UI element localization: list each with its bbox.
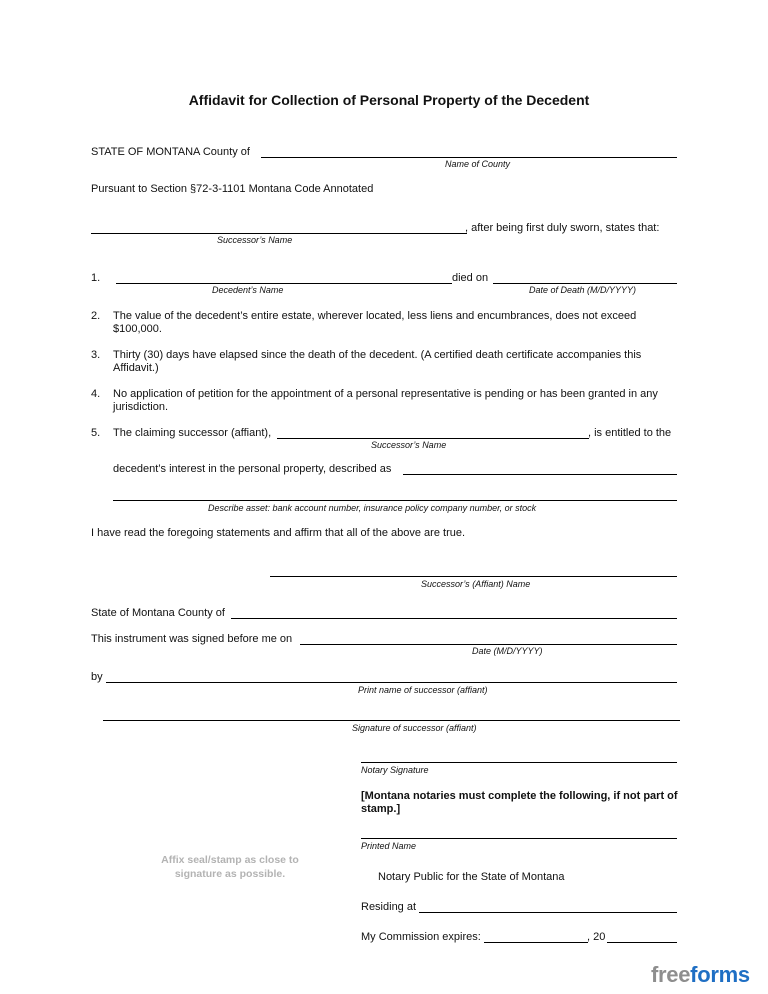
logo-part-free: free	[651, 962, 691, 987]
item-4-line-1: No application of petition for the appointment of a personal representative is pending or has been granted in any	[113, 388, 658, 400]
date-of-death-field[interactable]	[493, 283, 677, 284]
decedent-name-field[interactable]	[116, 283, 452, 284]
successor-name-caption: Successor’s Name	[217, 235, 293, 245]
commission-date-field[interactable]	[484, 942, 588, 943]
county-name-field[interactable]	[261, 157, 677, 158]
notary-county-label: State of Montana County of	[91, 607, 225, 619]
signed-before-label: This instrument was signed before me on	[91, 633, 293, 645]
signed-date-field[interactable]	[300, 644, 677, 645]
notary-county-field[interactable]	[231, 618, 677, 619]
freeforms-logo	[651, 962, 750, 988]
successor-signature-field[interactable]	[103, 720, 680, 721]
pursuant-text: Pursuant to Section §72-3-1101 Montana Code Annotated	[91, 183, 374, 195]
item-2-number: 2.	[91, 310, 101, 322]
decedent-name-caption: Decedent’s Name	[212, 285, 284, 295]
print-name-field[interactable]	[106, 682, 677, 683]
property-description-field[interactable]	[403, 474, 677, 475]
residing-at-field[interactable]	[419, 912, 677, 913]
date-of-death-caption: Date of Death (M/D/YYYY)	[529, 285, 637, 295]
item-3-line-2: Affidavit.)	[113, 362, 159, 374]
county-name-caption: Name of County	[445, 159, 511, 169]
notary-public-label: Notary Public for the State of Montana	[378, 871, 565, 883]
claiming-successor-caption: Successor’s Name	[371, 440, 447, 450]
claiming-successor-field[interactable]	[277, 438, 589, 439]
notary-instruction-line-2: stamp.]	[361, 803, 401, 815]
notary-signature-caption: Notary Signature	[361, 765, 429, 775]
commission-year-field[interactable]	[607, 942, 677, 943]
notary-signature-field[interactable]	[361, 762, 677, 763]
item-2-line-2: $100,000.	[113, 323, 162, 335]
state-county-label: STATE OF MONTANA County of	[91, 146, 250, 158]
seal-instruction	[140, 853, 320, 881]
item-5-number: 5.	[91, 427, 101, 439]
affirm-text: I have read the foregoing statements and affirm that all of the above are true.	[91, 527, 466, 539]
page-title: Affidavit for Collection of Personal Property of the Decedent	[188, 92, 590, 108]
item-4-number: 4.	[91, 388, 101, 400]
successor-signature-caption: Signature of successor (affiant)	[352, 723, 477, 733]
item-1-number: 1.	[91, 272, 101, 284]
commission-label: My Commission expires:	[361, 931, 481, 943]
asset-caption: Describe asset: bank account number, insurance policy company number, or stock	[208, 503, 537, 513]
print-name-caption: Print name of successor (affiant)	[358, 685, 488, 695]
logo-part-forms: forms	[690, 962, 750, 987]
item-3-line-1: Thirty (30) days have elapsed since the death of the decedent. (A certified death certificate accompanies this	[113, 349, 642, 361]
by-label: by	[91, 671, 103, 683]
commission-year-prefix: , 20	[587, 931, 606, 943]
item-3-number: 3.	[91, 349, 101, 361]
affiant-name-field[interactable]	[270, 576, 677, 577]
property-description-field-2[interactable]	[113, 500, 677, 501]
notary-printed-name-caption: Printed Name	[361, 841, 417, 851]
sworn-text: , after being first duly sworn, states that:	[465, 222, 660, 234]
died-on-label: died on	[452, 272, 489, 284]
notary-printed-name-field[interactable]	[361, 838, 677, 839]
seal-instruction-line-2: signature as possible.	[174, 868, 286, 880]
successor-name-field[interactable]	[91, 233, 467, 234]
item-5-prefix: The claiming successor (affiant),	[113, 427, 272, 439]
notary-instruction-line-1: [Montana notaries must complete the following, if not part of	[361, 790, 678, 802]
seal-instruction-line-1: Affix seal/stamp as close to	[161, 854, 299, 866]
residing-at-label: Residing at	[361, 901, 417, 913]
item-5-suffix: , is entitled to the	[588, 427, 672, 439]
affiant-name-caption: Successor’s (Affiant) Name	[421, 579, 531, 589]
item-4-line-2: jurisdiction.	[113, 401, 169, 413]
signed-date-caption: Date (M/D/YYYY)	[472, 646, 543, 656]
interest-text: decedent’s interest in the personal property, described as	[113, 463, 392, 475]
item-2-line-1: The value of the decedent’s entire estate, wherever located, less liens and encumbrances, does not exceed	[113, 310, 637, 322]
